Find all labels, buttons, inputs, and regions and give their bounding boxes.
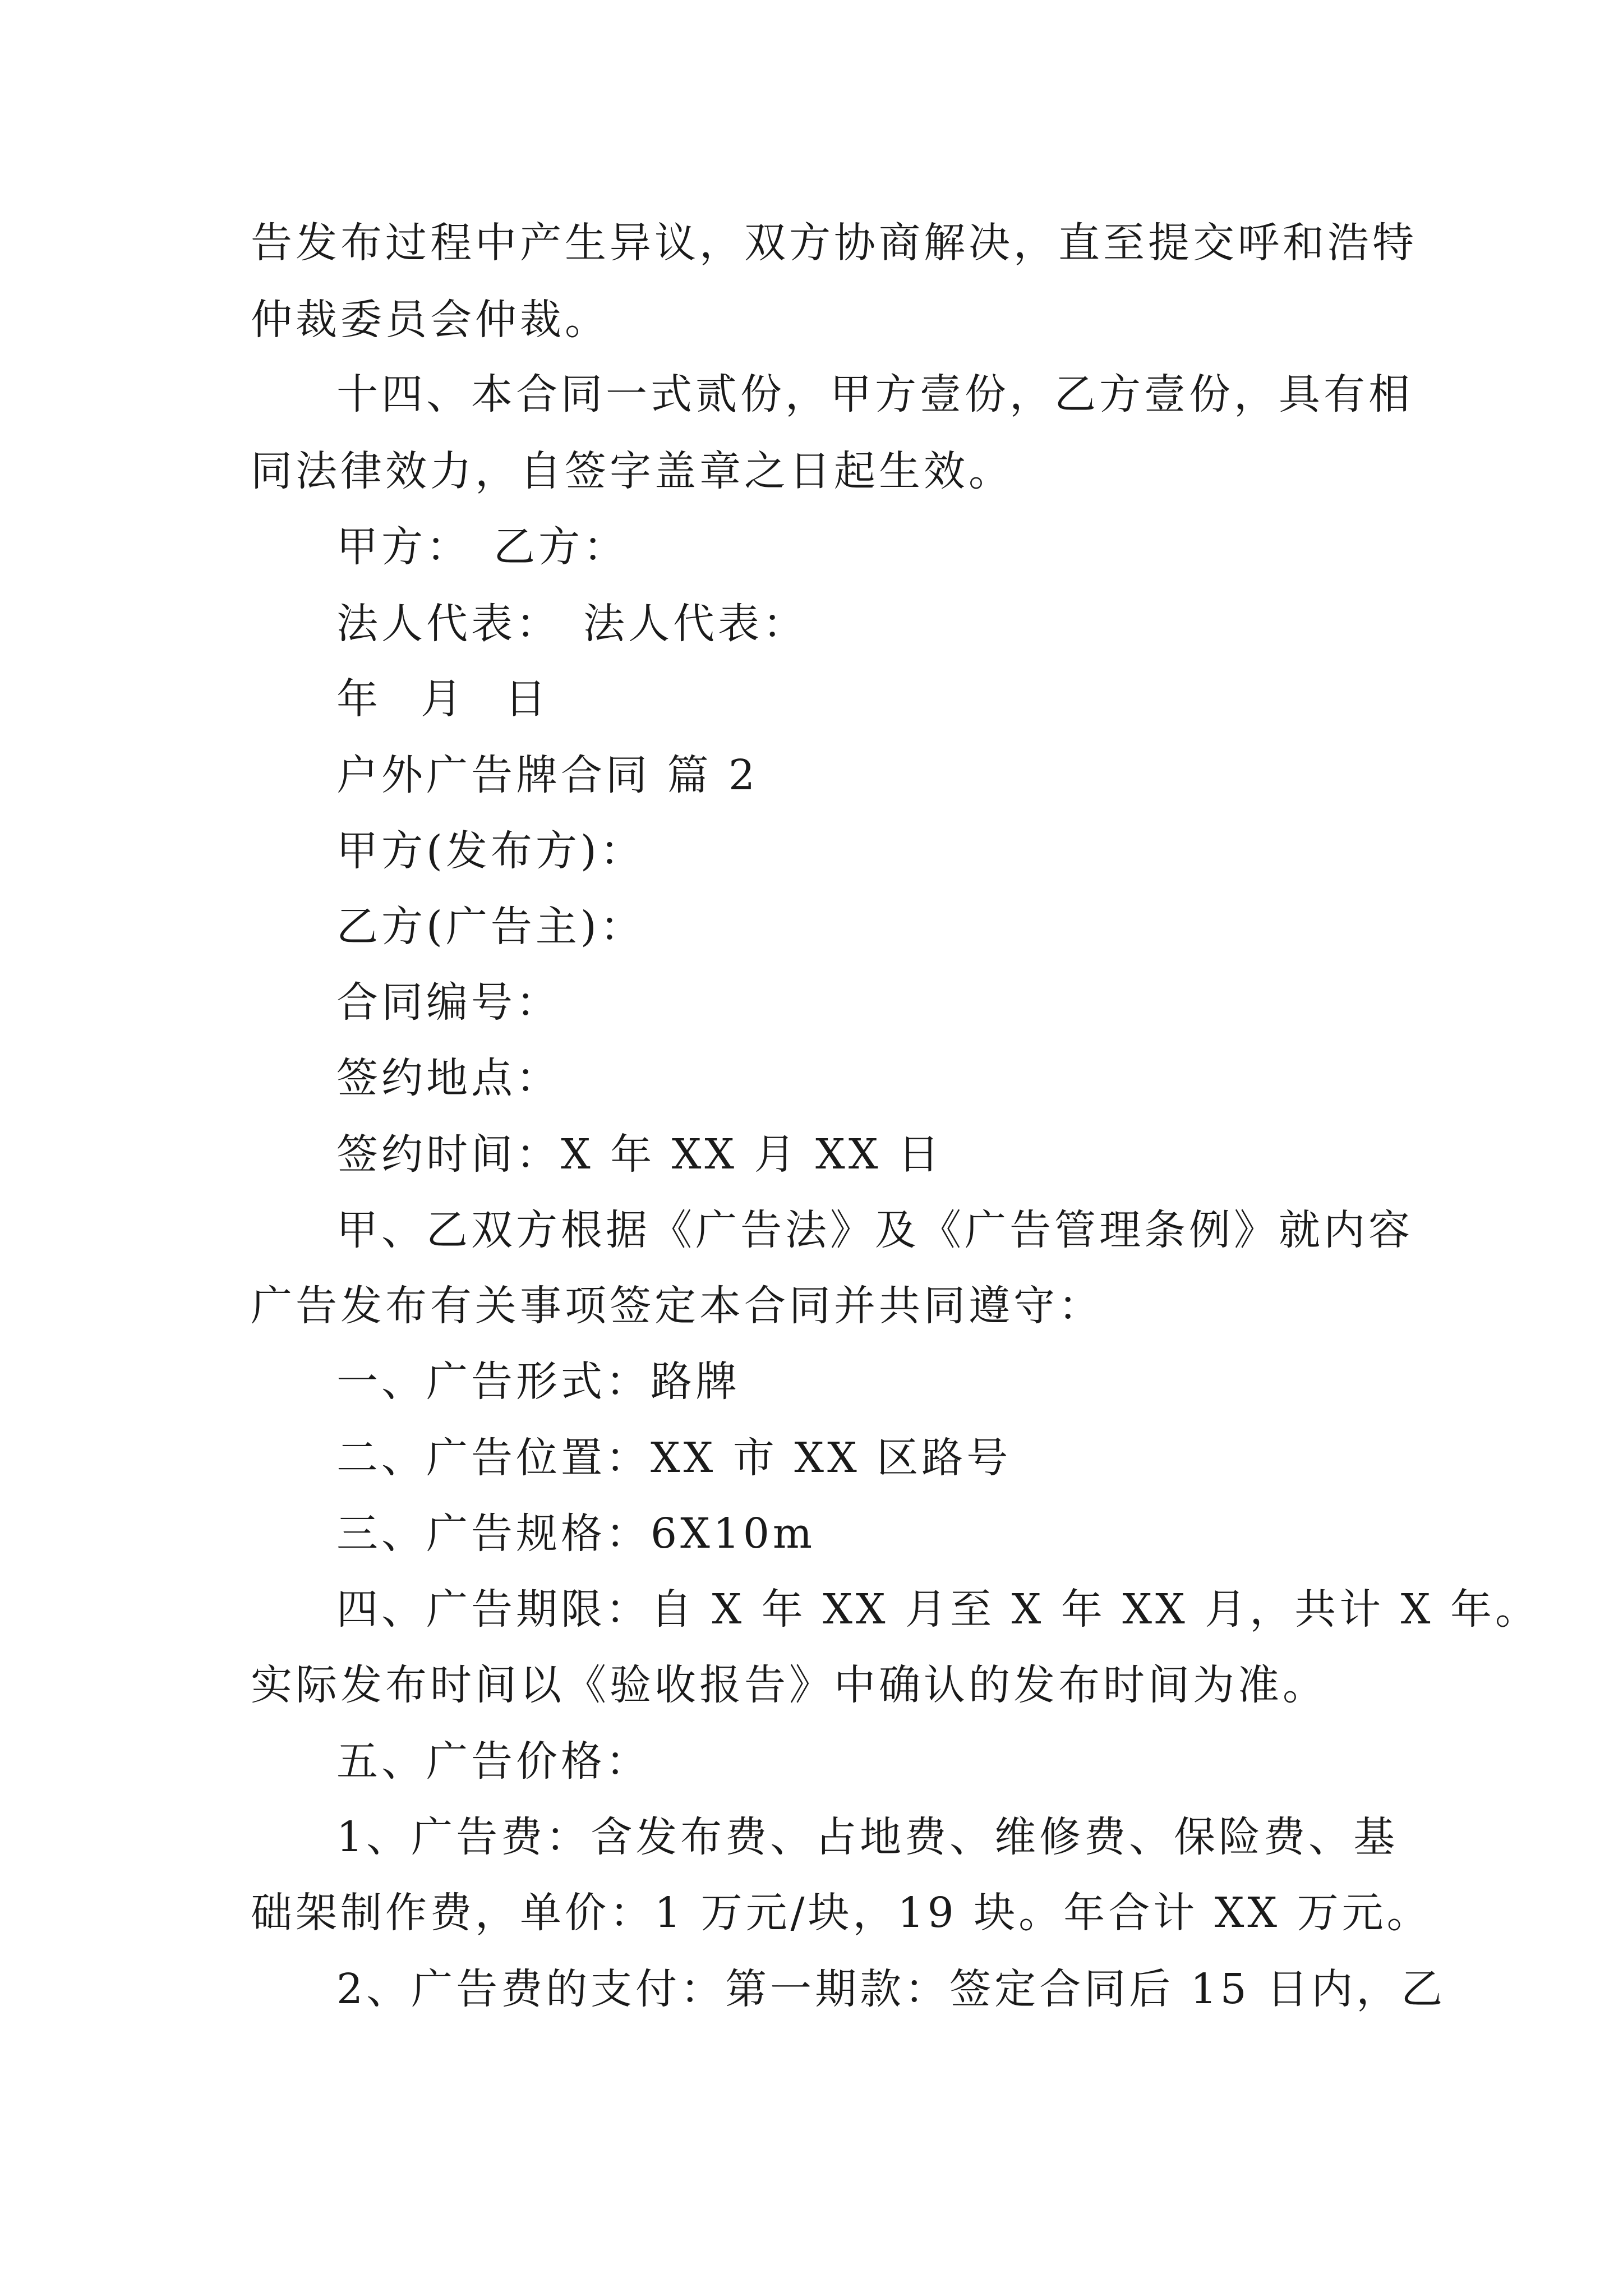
paragraph-line: 2、广告费的支付：第一期款：签定合同后 15 日内，乙 <box>336 1965 1446 2013</box>
paragraph-line: 十四、本合同一式贰份，甲方壹份，乙方壹份，具有相 <box>336 370 1413 418</box>
representative-line <box>336 596 808 652</box>
paragraph-line: 四、广告期限：自 X 年 XX 月至 X 年 XX 月，共计 X 年。 <box>336 1585 1540 1634</box>
paragraph-line: 广告发布有关事项签定本合同并共同遵守： <box>251 1282 1103 1330</box>
paragraph-line: 础架制作费，单价：1 万元/块，19 块。年合计 XX 万元。 <box>251 1889 1432 1937</box>
paragraph-line: 合同编号： <box>336 978 561 1027</box>
paragraph-line: 1、广告费：含发布费、占地费、维修费、保险费、基 <box>336 1813 1399 1861</box>
month-label: 月 <box>421 675 465 723</box>
paragraph-line: 乙方(广告主)： <box>336 903 645 951</box>
paragraph-line: 甲方(发布方)： <box>336 827 645 875</box>
paragraph-line: 五、广告价格： <box>336 1737 651 1786</box>
day-label: 日 <box>505 675 550 723</box>
paragraph-line: 三、广告规格：6X10m <box>336 1510 816 1558</box>
paragraph-line: 甲、乙双方根据《广告法》及《广告管理条例》就内容 <box>336 1206 1413 1254</box>
party-b-label: 乙方： <box>494 523 628 571</box>
paragraph-line: 仲裁委员会仲裁。 <box>251 296 610 344</box>
signature-line <box>336 519 628 575</box>
party-a-label: 甲方： <box>336 523 471 571</box>
paragraph-line: 同法律效力，自签字盖章之日起生效。 <box>251 447 1013 495</box>
paragraph-line: 实际发布时间以《验收报告》中确认的发布时间为准。 <box>251 1661 1327 1709</box>
party-a-representative-label: 法人代表： <box>336 600 561 648</box>
party-b-representative-label: 法人代表： <box>583 600 808 648</box>
paragraph-line: 一、广告形式：路牌 <box>336 1358 740 1406</box>
paragraph-line: 签约地点： <box>336 1054 561 1102</box>
paragraph-line: 签约时间：X 年 XX 月 XX 日 <box>336 1130 943 1179</box>
section-title: 户外广告牌合同 篇 2 <box>336 751 759 799</box>
paragraph-line: 二、广告位置：XX 市 XX 区路号 <box>336 1434 1012 1482</box>
year-label: 年 <box>336 675 381 723</box>
date-line <box>336 671 550 727</box>
paragraph-line: 告发布过程中产生异议，双方协商解决，直至提交呼和浩特 <box>251 219 1417 267</box>
